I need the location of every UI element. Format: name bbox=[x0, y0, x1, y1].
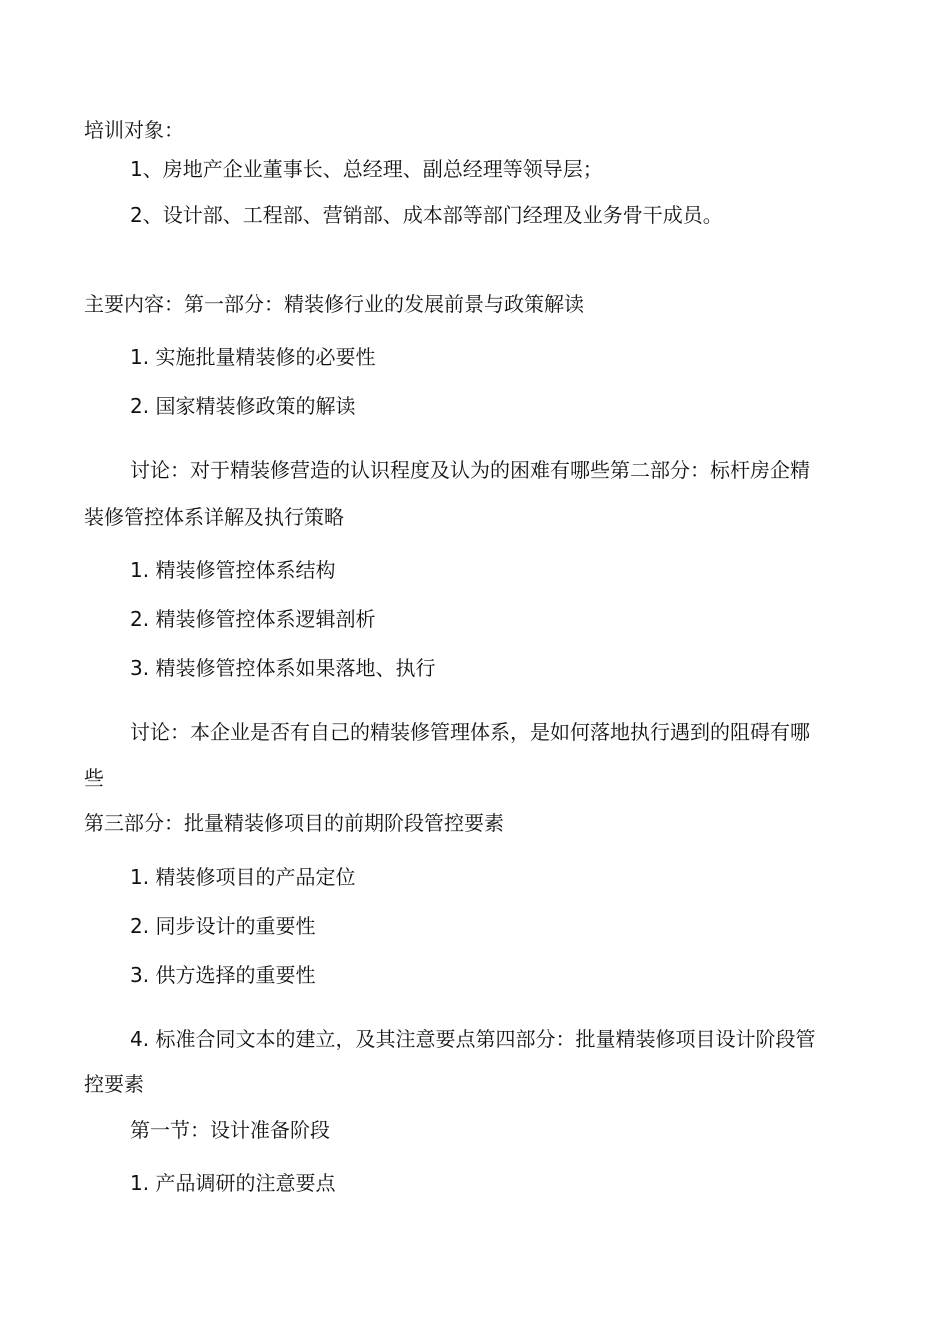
discussion-1-line-2: 装修管控体系详解及执行策略 bbox=[84, 505, 344, 529]
part-3-heading: 第三部分：批量精装修项目的前期阶段管控要素 bbox=[84, 811, 504, 835]
part3-item-3: 3. 供方选择的重要性 bbox=[130, 963, 316, 987]
part1-item-1: 1. 实施批量精装修的必要性 bbox=[130, 345, 376, 369]
training-audience-heading: 培训对象： bbox=[84, 118, 184, 142]
part2-item-1: 1. 精装修管控体系结构 bbox=[130, 558, 336, 582]
part3-item-4-line-1: 4. 标准合同文本的建立，及其注意要点第四部分：批量精装修项目设计阶段管 bbox=[130, 1027, 816, 1051]
main-content-part-1-heading: 主要内容：第一部分：精装修行业的发展前景与政策解读 bbox=[84, 292, 584, 316]
audience-item-1: 1、房地产企业董事长、总经理、副总经理等领导层； bbox=[130, 157, 603, 181]
part3-item-4-line-2: 控要素 bbox=[84, 1072, 144, 1096]
section1-item-1: 1. 产品调研的注意要点 bbox=[130, 1171, 336, 1195]
part3-item-1: 1. 精装修项目的产品定位 bbox=[130, 865, 356, 889]
part1-item-2: 2. 国家精装修政策的解读 bbox=[130, 394, 356, 418]
part2-item-2: 2. 精装修管控体系逻辑剖析 bbox=[130, 607, 376, 631]
part3-item-2: 2. 同步设计的重要性 bbox=[130, 914, 316, 938]
audience-item-2: 2、设计部、工程部、营销部、成本部等部门经理及业务骨干成员。 bbox=[130, 203, 723, 227]
part2-item-3: 3. 精装修管控体系如果落地、执行 bbox=[130, 656, 436, 680]
discussion-2-line-2: 些 bbox=[84, 766, 104, 790]
section-1-heading: 第一节：设计准备阶段 bbox=[130, 1118, 330, 1142]
discussion-1-line-1: 讨论：对于精装修营造的认识程度及认为的困难有哪些第二部分：标杆房企精 bbox=[130, 458, 810, 482]
discussion-2-line-1: 讨论：本企业是否有自己的精装修管理体系，是如何落地执行遇到的阻碍有哪 bbox=[130, 720, 810, 744]
